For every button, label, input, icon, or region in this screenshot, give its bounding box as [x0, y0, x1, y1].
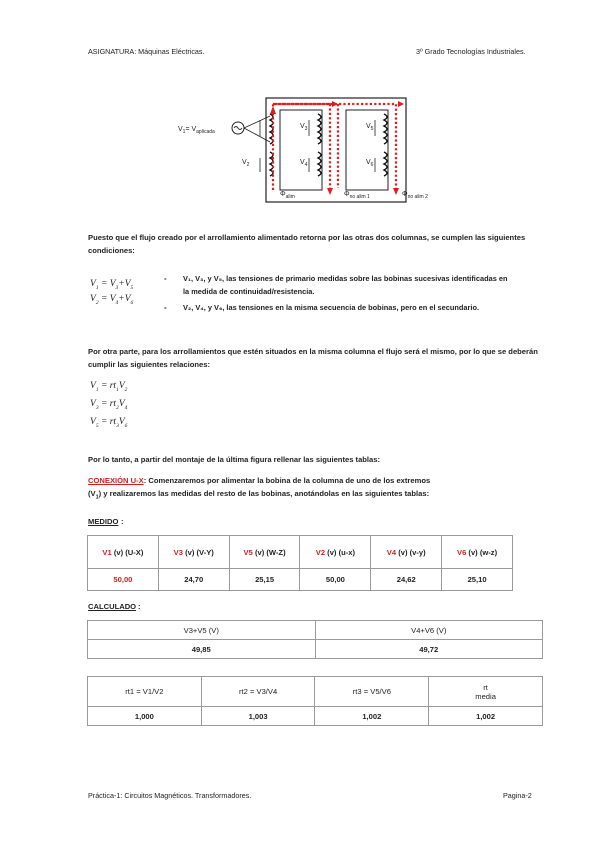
medido-value-v5: 25,15	[229, 569, 300, 591]
relation-1: $V_1 = rt_1V_2$	[90, 381, 128, 393]
medido-title: MEDIDO	[88, 517, 119, 526]
medido-value-v4: 24,62	[371, 569, 442, 591]
rt-value-rt2: 1,003	[201, 707, 315, 726]
connection-paragraph: CONEXIÓN U-X: Comenzaremos por alimentar la bobina de la columna de uno de los extremos $(V_1)$ y realizaremos las medidas del resto de las bobinas, anotándolas en las siguientes tablas:	[88, 476, 431, 501]
bullet-marker-2: -	[164, 303, 167, 312]
medido-value-v3: 24,70	[158, 569, 229, 591]
medido-header-v5: V5 (v) (W-Z)	[229, 536, 300, 569]
equation-v2: $V_2 = V_4+V_6$	[90, 294, 134, 306]
calculado-table	[87, 620, 543, 659]
calculado-header-v4v6: V4+V6 (V)	[315, 621, 543, 640]
svg-text:V5: $V_5$	[366, 123, 374, 132]
svg-text:V6: $V_6$	[366, 159, 374, 168]
bullet-primary: V₁, V₃, y V₅, las tensiones de primario medidas sobre las bobinas sucesivas identificadas en la medida de continuidad/resistencia.	[183, 274, 508, 296]
paragraph-relations-intro: Por otra parte, para los arrollamientos que estén situados en la misma columna el flujo será el mismo, por lo que se deberán cumplir las siguientes relaciones:	[88, 347, 538, 369]
svg-text:V4: $V_4$	[300, 159, 308, 168]
relation-3: $V_5 = rt_3V_6$	[90, 417, 128, 429]
medido-table	[87, 535, 513, 591]
medido-value-v2: 50,00	[300, 569, 371, 591]
v1-label: $V_1= V_{aplicada}$	[178, 126, 215, 135]
rt-header-rt1: rt1 = V1/V2	[88, 677, 202, 707]
svg-text:Φalim: $\Phi_{alim}$	[280, 191, 295, 200]
calculado-value-v3v5: 49,85	[88, 640, 316, 659]
medido-header-v2: V2 (v) (u-x)	[300, 536, 371, 569]
header-right: 3º Grado Tecnologías Industriales.	[416, 47, 526, 56]
relation-2: $V_3 = rt_2V_4$	[90, 399, 128, 411]
medido-header-v6: V6 (v) (w-z)	[442, 536, 513, 569]
rt-value-media: 1,002	[429, 707, 543, 726]
bullet-secondary: V₂, V₄, y V₆, las tensiones en la misma secuencia de bobinas, pero en el secundario.	[183, 303, 480, 312]
rt-header-rt3: rt3 = V5/V6	[315, 677, 429, 707]
equation-v1: $V_1 = V_3+V_5$	[90, 279, 134, 291]
footer-left: Práctica-1: Circuitos Magnéticos. Transformadores.	[88, 791, 252, 800]
paragraph-conditions-intro: Puesto que el flujo creado por el arrollamiento alimentado retorna por las otras dos columnas, se cumplen las siguientes condiciones:	[88, 233, 526, 255]
rt-value-rt1: 1,000	[88, 707, 202, 726]
svg-text:Φno alim 1: $\Phi_{no alim 1}$	[344, 191, 370, 200]
calculado-header-v3v5: V3+V5 (V)	[88, 621, 316, 640]
svg-text:V2: $V_2$	[242, 159, 250, 168]
calculado-value-v4v6: 49,72	[315, 640, 543, 659]
medido-value-v6: 25,10	[442, 569, 513, 591]
bullet-marker-1: -	[164, 274, 167, 283]
medido-header-v1: V1 (v) (U-X)	[88, 536, 159, 569]
svg-text:V3: $V_3$	[300, 123, 308, 132]
connection-title: CONEXIÓN U-X	[88, 476, 144, 485]
rt-header-media: rt media	[429, 677, 543, 707]
paragraph-fill-tables: Por lo tanto, a partir del montaje de la última figura rellenar las siguientes tablas:	[88, 455, 381, 464]
header-left: ASIGNATURA: Máquinas Eléctricas.	[88, 47, 205, 56]
transformer-diagram	[170, 92, 430, 208]
footer-right: Pagina-2	[503, 791, 532, 800]
medido-header-v4: V4 (v) (v-y)	[371, 536, 442, 569]
rt-table	[87, 676, 543, 726]
calculado-title: CALCULADO	[88, 602, 137, 611]
rt-header-rt2: rt2 = V3/V4	[201, 677, 315, 707]
medido-header-v3: V3 (v) (V-Y)	[158, 536, 229, 569]
svg-text:Φno alim 2: $\Phi_{no alim 2}$	[402, 191, 428, 200]
rt-value-rt3: 1,002	[315, 707, 429, 726]
medido-value-v1: 50,00	[88, 569, 159, 591]
